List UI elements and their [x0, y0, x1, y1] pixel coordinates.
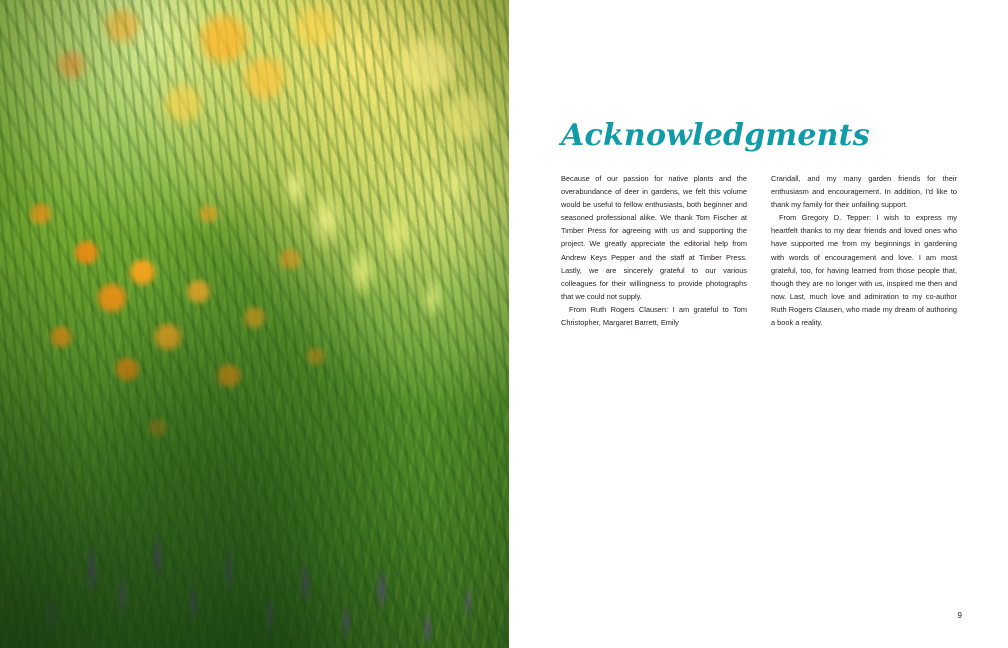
paragraph: Because of our passion for native plants and the overabundance of deer in gardens, we felt this volume would be useful to fellow enthusiasts, both beginner and seasoned professional alike. We thank Tom Fischer at Timber Press for agreeing with us and supporting the project. We greatly appreciate the editorial help from Andrew Keys Pepper and the staff at Timber Press. Lastly, we are sincerely grateful to our various colleagues for their willingness to provide photographs that we could not supply.: [561, 174, 747, 301]
paragraph: From Gregory D. Tepper: I wish to express my heartfelt thanks to my dear friends and loved ones who have supported me from my beginnings in gardening with words of encouragement and love. I am most grateful, too, for having learned from those people that, though they are no longer with us, inspired me then and now. Last, much love and admiration to my co-author Ruth Rogers Clausen, who made my dream of authoring a book a reality.: [771, 213, 957, 328]
acknowledgments-page: [509, 0, 1008, 648]
page-number: 9: [957, 611, 962, 620]
text-column-left: [561, 172, 747, 329]
paragraph: Crandall, and my many garden friends for their enthusiasm and encouragement. In addition, I'd like to thank my family for their unfailing support.: [771, 174, 957, 210]
text-column-right: [771, 172, 957, 329]
body-text-columns: [561, 172, 957, 329]
paragraph: From Ruth Rogers Clausen: I am grateful to Tom Christopher, Margaret Barrett, Emily: [561, 304, 747, 328]
page-title: Acknowledgments: [561, 118, 870, 153]
